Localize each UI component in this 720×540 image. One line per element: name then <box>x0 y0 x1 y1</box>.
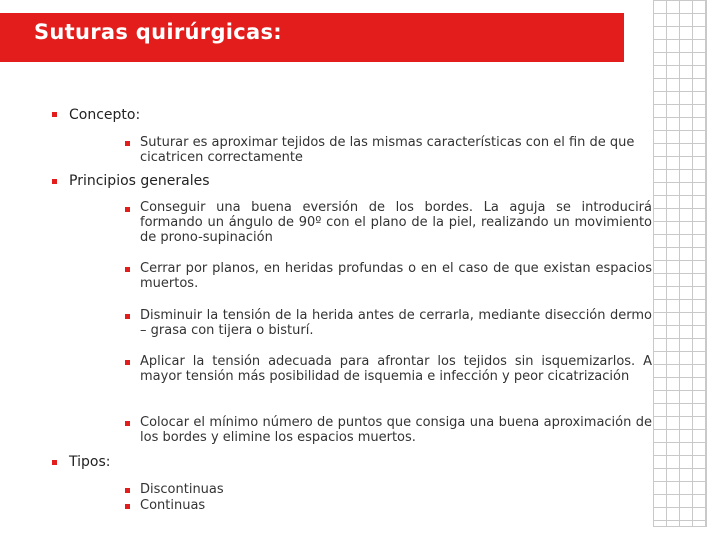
bullet-icon <box>52 179 57 184</box>
bullet-icon <box>125 360 130 365</box>
list-item: Colocar el mínimo número de puntos que consiga una buena aproximación de los bordes y elimine los espacios muertos. <box>140 415 652 445</box>
bullet-icon <box>125 421 130 426</box>
bullet-icon <box>52 112 57 117</box>
list-item: Cerrar por planos, en heridas profundas o en el caso de que existan espacios muertos. <box>140 261 652 291</box>
decorative-grid <box>653 0 707 527</box>
bullet-icon <box>52 460 57 465</box>
section-heading-concepto: Concepto: <box>69 107 141 123</box>
bullet-icon <box>125 267 130 272</box>
bullet-icon <box>125 488 130 493</box>
bullet-icon <box>125 314 130 319</box>
page-title: Suturas quirúrgicas: <box>34 20 282 44</box>
list-item: Suturar es aproximar tejidos de las mismas características con el fin de que cicatricen correctamente <box>140 135 635 165</box>
list-item: Conseguir una buena eversión de los bordes. La aguja se introducirá formando un ángulo de 90º con el plano de la piel, realizando un movimiento de prono-supinación <box>140 200 652 245</box>
bullet-icon <box>125 207 130 212</box>
bullet-icon <box>125 141 130 146</box>
bullet-icon <box>125 504 130 509</box>
section-heading-tipos: Tipos: <box>69 454 111 470</box>
list-item: Aplicar la tensión adecuada para afrontar los tejidos sin isquemizarlos. A mayor tensión más posibilidad de isquemia e infección y peor cicatrización <box>140 354 652 384</box>
list-item: Disminuir la tensión de la herida antes de cerrarla, mediante disección dermo – grasa con tijera o bisturí. <box>140 308 652 338</box>
list-item: Discontinuas <box>140 482 224 497</box>
list-item: Continuas <box>140 498 206 513</box>
section-heading-principios: Principios generales <box>69 173 210 189</box>
